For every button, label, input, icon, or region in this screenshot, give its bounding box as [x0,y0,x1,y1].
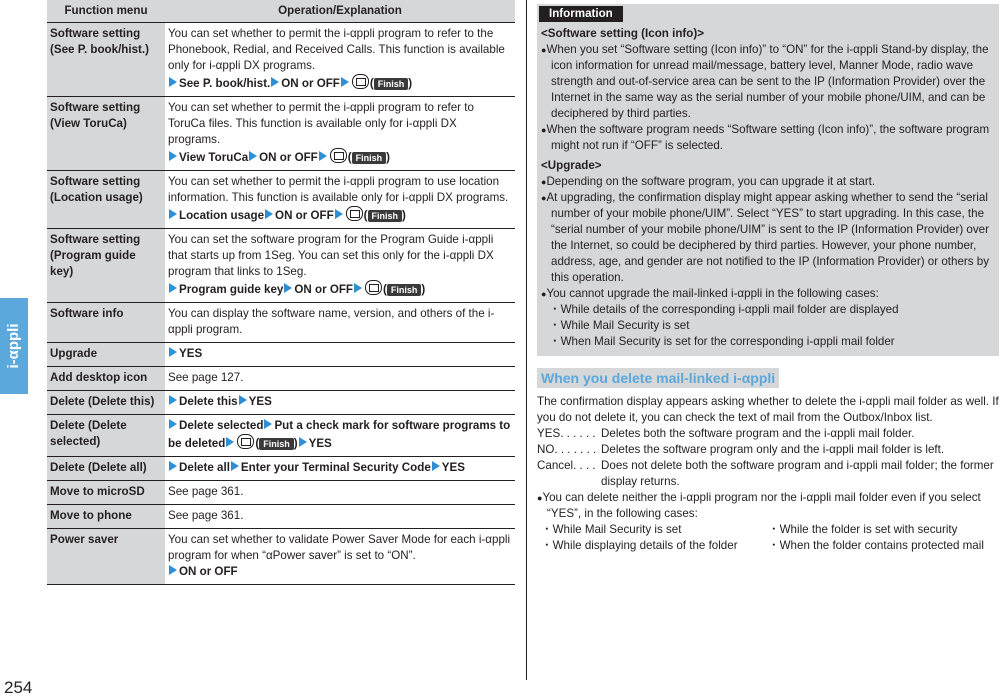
row-desc [165,529,515,585]
op-step: ON or OFF [281,77,340,90]
arrow-icon [169,151,177,161]
page-number: 254 [4,678,33,697]
info-case: ・When Mail Security is set for the corresponding i-αppli mail folder [549,335,895,348]
op-step: View ToruCa [179,151,249,164]
row-key: Delete (Delete all) [47,457,165,481]
arrow-icon [284,283,292,293]
info-bullet: ●At upgrading, the confirmation display might appear asking whether to send the “serial number of your mobile phone/UIM”. Select “YES” to start upgrading. In this case, the “serial number of your mobile phone/UIM” is sent to the IP (Information Provider) over the Internet, so could be deciphered by third parties. However, your phone number, address, age, and gender are not notified to the IP (Information Provider) or others by this operation. [541,191,990,284]
info-bullet: ●Depending on the software program, you can upgrade it at start. [541,175,876,188]
arrow-icon [239,395,247,405]
info-case: ・While Mail Security is set [549,319,690,332]
option-desc: Deletes both the software program and the i-αppli mail folder. [601,427,915,440]
row-operation: Program guide key ON or OFF ( Finish ) [168,283,425,296]
information-box [537,4,999,356]
row-key: Delete (Delete this) [47,391,165,415]
op-step: ON or OFF [259,151,318,164]
bullet-icon: ● [541,289,547,299]
op-step: YES [308,437,332,450]
op-step: Enter your Terminal Security Code [240,461,431,474]
op-step: Delete all [179,461,230,474]
row-operation [168,395,272,408]
arrow-icon [231,461,239,471]
arrow-icon [169,283,177,293]
table-row [47,505,515,529]
op-step: YES [441,461,465,474]
arrow-icon [169,419,177,429]
case-item: ・While Mail Security is set [541,523,682,536]
row-desc: See page 361. [165,481,515,505]
arrow-icon [169,461,177,471]
mail-key-icon [330,148,347,163]
cases-grid [537,522,999,554]
finish-key-icon: Finish [368,210,403,222]
table-row [47,367,515,391]
case-item: ・While displaying details of the folder [541,539,738,552]
bullet-icon: ● [541,193,547,203]
op-step: YES [179,347,203,360]
row-operation: Location usage ON or OFF ( Finish ) [168,209,406,222]
row-desc-text: You can set whether to permit the i-αppli program to use location information. This function is available only for i-αppli DX programs. [168,175,509,204]
op-step: Program guide key [179,283,284,296]
table-row [47,529,515,585]
row-key: Move to microSD [47,481,165,505]
table-row [47,229,515,303]
row-key: Software info [47,303,165,343]
information-badge: Information [539,6,623,22]
row-operation [168,461,465,474]
option-term: NO. . . . . . . [537,443,597,456]
op-step: Delete selected [179,419,264,432]
table-row [47,97,515,171]
arrow-icon [169,77,177,87]
row-desc-text: You can set the software program for the Program Guide i-αppli that starts up from 1Seg. You can set this only for the i-αppli DX program that links to 1Seg. [168,233,494,278]
row-desc: You can display the software name, version, and others of the i-αppli program. [165,303,515,343]
row-desc-text: You can set whether to permit the i-αppli program to refer to the Phonebook, Redial, and Received Calls. This function is available only for i-αppli DX programs. [168,27,505,72]
table-row [47,171,515,229]
row-desc-text: You can set whether to validate Power Saver Mode for each i-αppli program for when “αPower saver” is set to “ON”. [168,533,511,562]
op-step: Location usage [179,209,265,222]
section-heading: When you delete mail-linked i-αppli [537,368,779,388]
table-row [47,481,515,505]
arrow-icon [169,395,177,405]
row-key: Move to phone [47,505,165,529]
arrow-icon [335,209,343,219]
header-operation: Operation/Explanation [165,0,515,23]
arrow-icon [354,283,362,293]
row-operation: See P. book/hist. ON or OFF ( Finish ) [168,77,412,90]
option-term: YES. . . . . . [537,427,596,440]
function-table [47,0,515,585]
case-item: ・While the folder is set with security [768,523,958,536]
table-row [47,415,515,457]
table-row [47,391,515,415]
row-desc [165,457,515,481]
right-column [537,4,999,554]
table-row [47,303,515,343]
option-term: Cancel. . . . [537,459,596,472]
finish-key-icon: Finish [387,284,422,296]
bullet-icon: ● [541,125,547,135]
mail-key-icon [237,434,254,449]
side-tab [0,298,28,394]
op-step: ON or OFF [179,565,238,578]
option-desc: Deletes the software program only and the i-αppli mail folder is left. [601,443,945,456]
side-tab-label: i-αppli [5,323,22,369]
row-desc [165,343,515,367]
info-subheading: <Software setting (Icon info)> [541,27,704,40]
row-operation [168,565,238,578]
row-key: Delete (Delete selected) [47,415,165,457]
intro-text: The confirmation display appears asking whether to delete the i-αppli mail folder as well. If you do not delete it, you can check the text of mail from the Outbox/Inbox list. [537,395,999,424]
arrow-icon [299,437,307,447]
row-operation: Delete selected Put a check mark for software programs to be deleted ( Finish ) YES [168,419,511,450]
info-bullet: ●When you set “Software setting (Icon info)” to “ON” for the i-αppli Stand-by display, the icon information for unread mail/message, battery level, Manner Mode, radio wave strength and out-of-service area can be sent to the IP (Information Provider) over the Internet in the same way as the serial number of your mobile phone/UIM, and can be deciphered by third parties. [541,43,989,120]
arrow-icon [271,77,279,87]
mail-key-icon [346,206,363,221]
op-step: ON or OFF [294,283,353,296]
table-row [47,457,515,481]
row-desc [165,23,515,97]
arrow-icon [341,77,349,87]
info-case: ・While details of the corresponding i-αppli mail folder are displayed [549,303,899,316]
column-divider [526,0,527,680]
row-key: Software setting (See P. book/hist.) [47,23,165,97]
option-row [537,442,999,458]
op-step: See P. book/hist. [179,77,271,90]
row-desc-text: You can set whether to permit the i-αppli program to refer to ToruCa files. This function is available only for i-αppli DX programs. [168,101,474,146]
info-bullet: ●You cannot upgrade the mail-linked i-αppli in the following cases: [541,287,879,300]
row-desc [165,171,515,229]
row-key: Software setting (View ToruCa) [47,97,165,171]
mail-section-body [537,394,999,554]
bullet-icon: ● [537,493,543,503]
finish-key-icon: Finish [259,438,294,450]
bullet-icon: ● [541,45,547,55]
case-item: ・When the folder contains protected mail [768,539,984,552]
row-key: Upgrade [47,343,165,367]
row-key: Software setting (Program guide key) [47,229,165,303]
row-desc [165,229,515,303]
option-row [537,426,999,442]
info-bullet: ●When the software program needs “Software setting (Icon info)”, the software program might not run if “OFF” is selected. [541,123,990,152]
table-row [47,23,515,97]
arrow-icon [432,461,440,471]
arrow-icon [169,347,177,357]
op-step: ON or OFF [275,209,334,222]
bullet-icon: ● [541,177,547,187]
mail-key-icon [365,280,382,295]
row-desc: See page 361. [165,505,515,529]
op-step: Delete this [179,395,238,408]
op-step: Put a check mark for software programs to be deleted [168,419,511,450]
header-function-menu: Function menu [47,0,165,23]
row-operation [168,347,202,360]
mail-key-icon [352,74,369,89]
table-header [47,0,515,23]
row-desc [165,415,515,457]
arrow-icon [169,565,177,575]
note-bullet: ●You can delete neither the i-αppli program nor the i-αppli mail folder even if you select “YES”, in the following cases: [537,491,981,520]
arrow-icon [264,419,272,429]
arrow-icon [265,209,273,219]
finish-key-icon: Finish [352,152,387,164]
option-row [537,458,999,490]
finish-key-icon: Finish [374,78,409,90]
arrow-icon [226,437,234,447]
row-key: Power saver [47,529,165,585]
row-key: Software setting (Location usage) [47,171,165,229]
option-desc: Does not delete both the software program and i-αppli mail folder; the former display returns. [601,459,994,488]
op-step: YES [248,395,272,408]
row-key: Add desktop icon [47,367,165,391]
row-desc: See page 127. [165,367,515,391]
info-subheading: <Upgrade> [541,159,602,172]
row-desc [165,391,515,415]
row-desc [165,97,515,171]
arrow-icon [319,151,327,161]
table-row [47,343,515,367]
arrow-icon [169,209,177,219]
row-operation: View ToruCa ON or OFF ( Finish ) [168,151,390,164]
arrow-icon [249,151,257,161]
